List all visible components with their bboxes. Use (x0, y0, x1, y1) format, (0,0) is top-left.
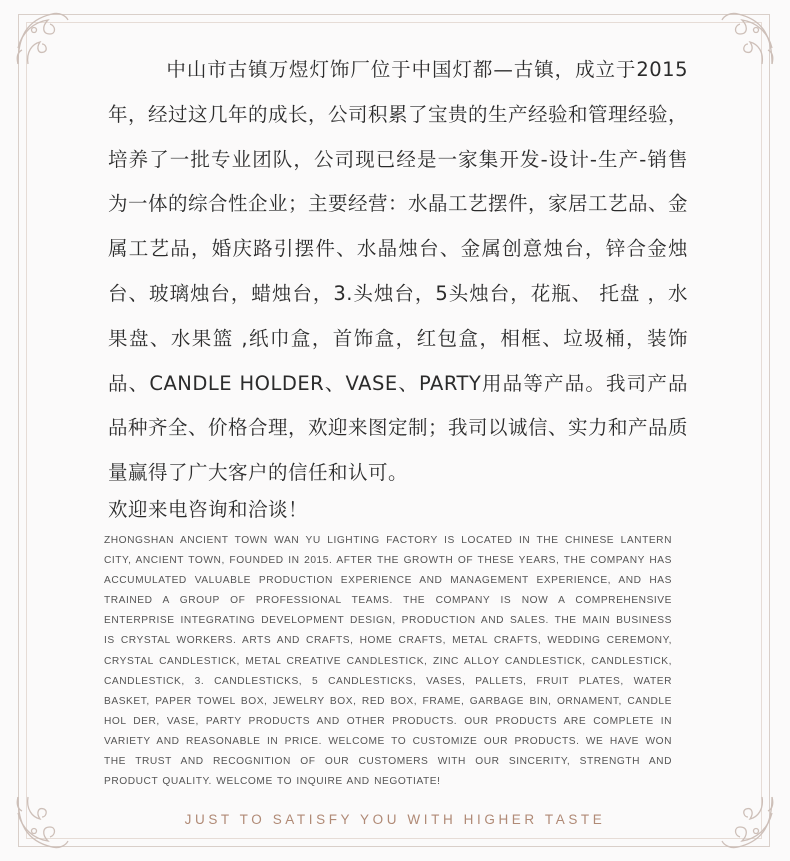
chinese-closing-line: 欢迎来电咨询和洽谈！ (108, 498, 309, 521)
chinese-intro-text: 中山市古镇万煜灯饰厂位于中国灯都—古镇，成立于2015年，经过这几年的成长，公司积累了宝贵的生产经验和管理经验，培养了一批专业团队，公司现已经是一家集开发-设计-生产-销售为一体的综合性企业；主要经营：水晶工艺摆件，家居工艺品、金属工艺品，婚庆路引摆件、水晶烛台、金属创意烛台，锌合金烛台、玻璃烛台，蜡烛台，3.头烛台，5头烛台，花瓶、 托盘 ，水果盘、水果篮 ,纸巾盒，首饰盒，红包盒，相框、垃圾桶，装饰品、CANDLE HOLDER、VASE、PARTY用品等产品。我司产品品种齐全、价格合理，欢迎来图定制；我司以诚信、实力和产品质量赢得了广大客户的信任和认可。 (108, 58, 689, 485)
english-intro-paragraph: ZHONGSHAN ANCIENT TOWN WAN YU LIGHTING FACTORY IS LOCATED IN THE CHINESE LANTERN CITY, ANCIENT TOWN, FOUNDED IN 2015. AFTER THE GROWTH OF THESE YEARS, THE COMPANY HAS ACCUMULATED VALUABLE PRODUCTION EXPERIENCE AND MANAGEMENT EXPERIENCE, AND HAS TRAINED A GROUP OF PROFESSIONAL TEAMS. THE COMPANY IS NOW A COMPREHENSIVE ENTERPRISE INTEGRATING DEVELOPMENT DESIGN, PRODUCTION AND SALES. THE MAIN BUSINESS IS CRYSTAL WORKERS. ARTS AND CRAFTS, HOME CRAFTS, METAL CRAFTS, WEDDING CEREMONY, CRYSTAL CANDLESTICK, METAL CREATIVE CANDLESTICK, ZINC ALLOY CANDLESTICK, CANDLESTICK, CANDLESTICK, 3. CANDLESTICKS, 5 CANDLESTICKS, VASES, PALLETS, FRUIT PLATES, WATER BASKET, PAPER TOWEL BOX, JEWELRY BOX, RED BOX, FRAME, GARBAGE BIN, ORNAMENT, CANDLE HOL DER, VASE, PARTY PRODUCTS AND OTHER PRODUCTS. OUR PRODUCTS ARE COMPLETE IN VARIETY AND REASONABLE IN PRICE. WELCOME TO CUSTOMIZE OUR PRODUCTS. WE HAVE WON THE TRUST AND RECOGNITION OF OUR CUSTOMERS WITH OUR SINCERITY, STRENGTH AND PRODUCT QUALITY. WELCOME TO INQUIRE AND NEGOTIATE! (104, 535, 672, 788)
flourish-corner-icon (12, 8, 74, 70)
chinese-intro-paragraph (108, 48, 688, 496)
tagline: JUST TO SATISFY YOU WITH HIGHER TASTE (184, 812, 606, 827)
flourish-corner-icon (716, 8, 778, 70)
